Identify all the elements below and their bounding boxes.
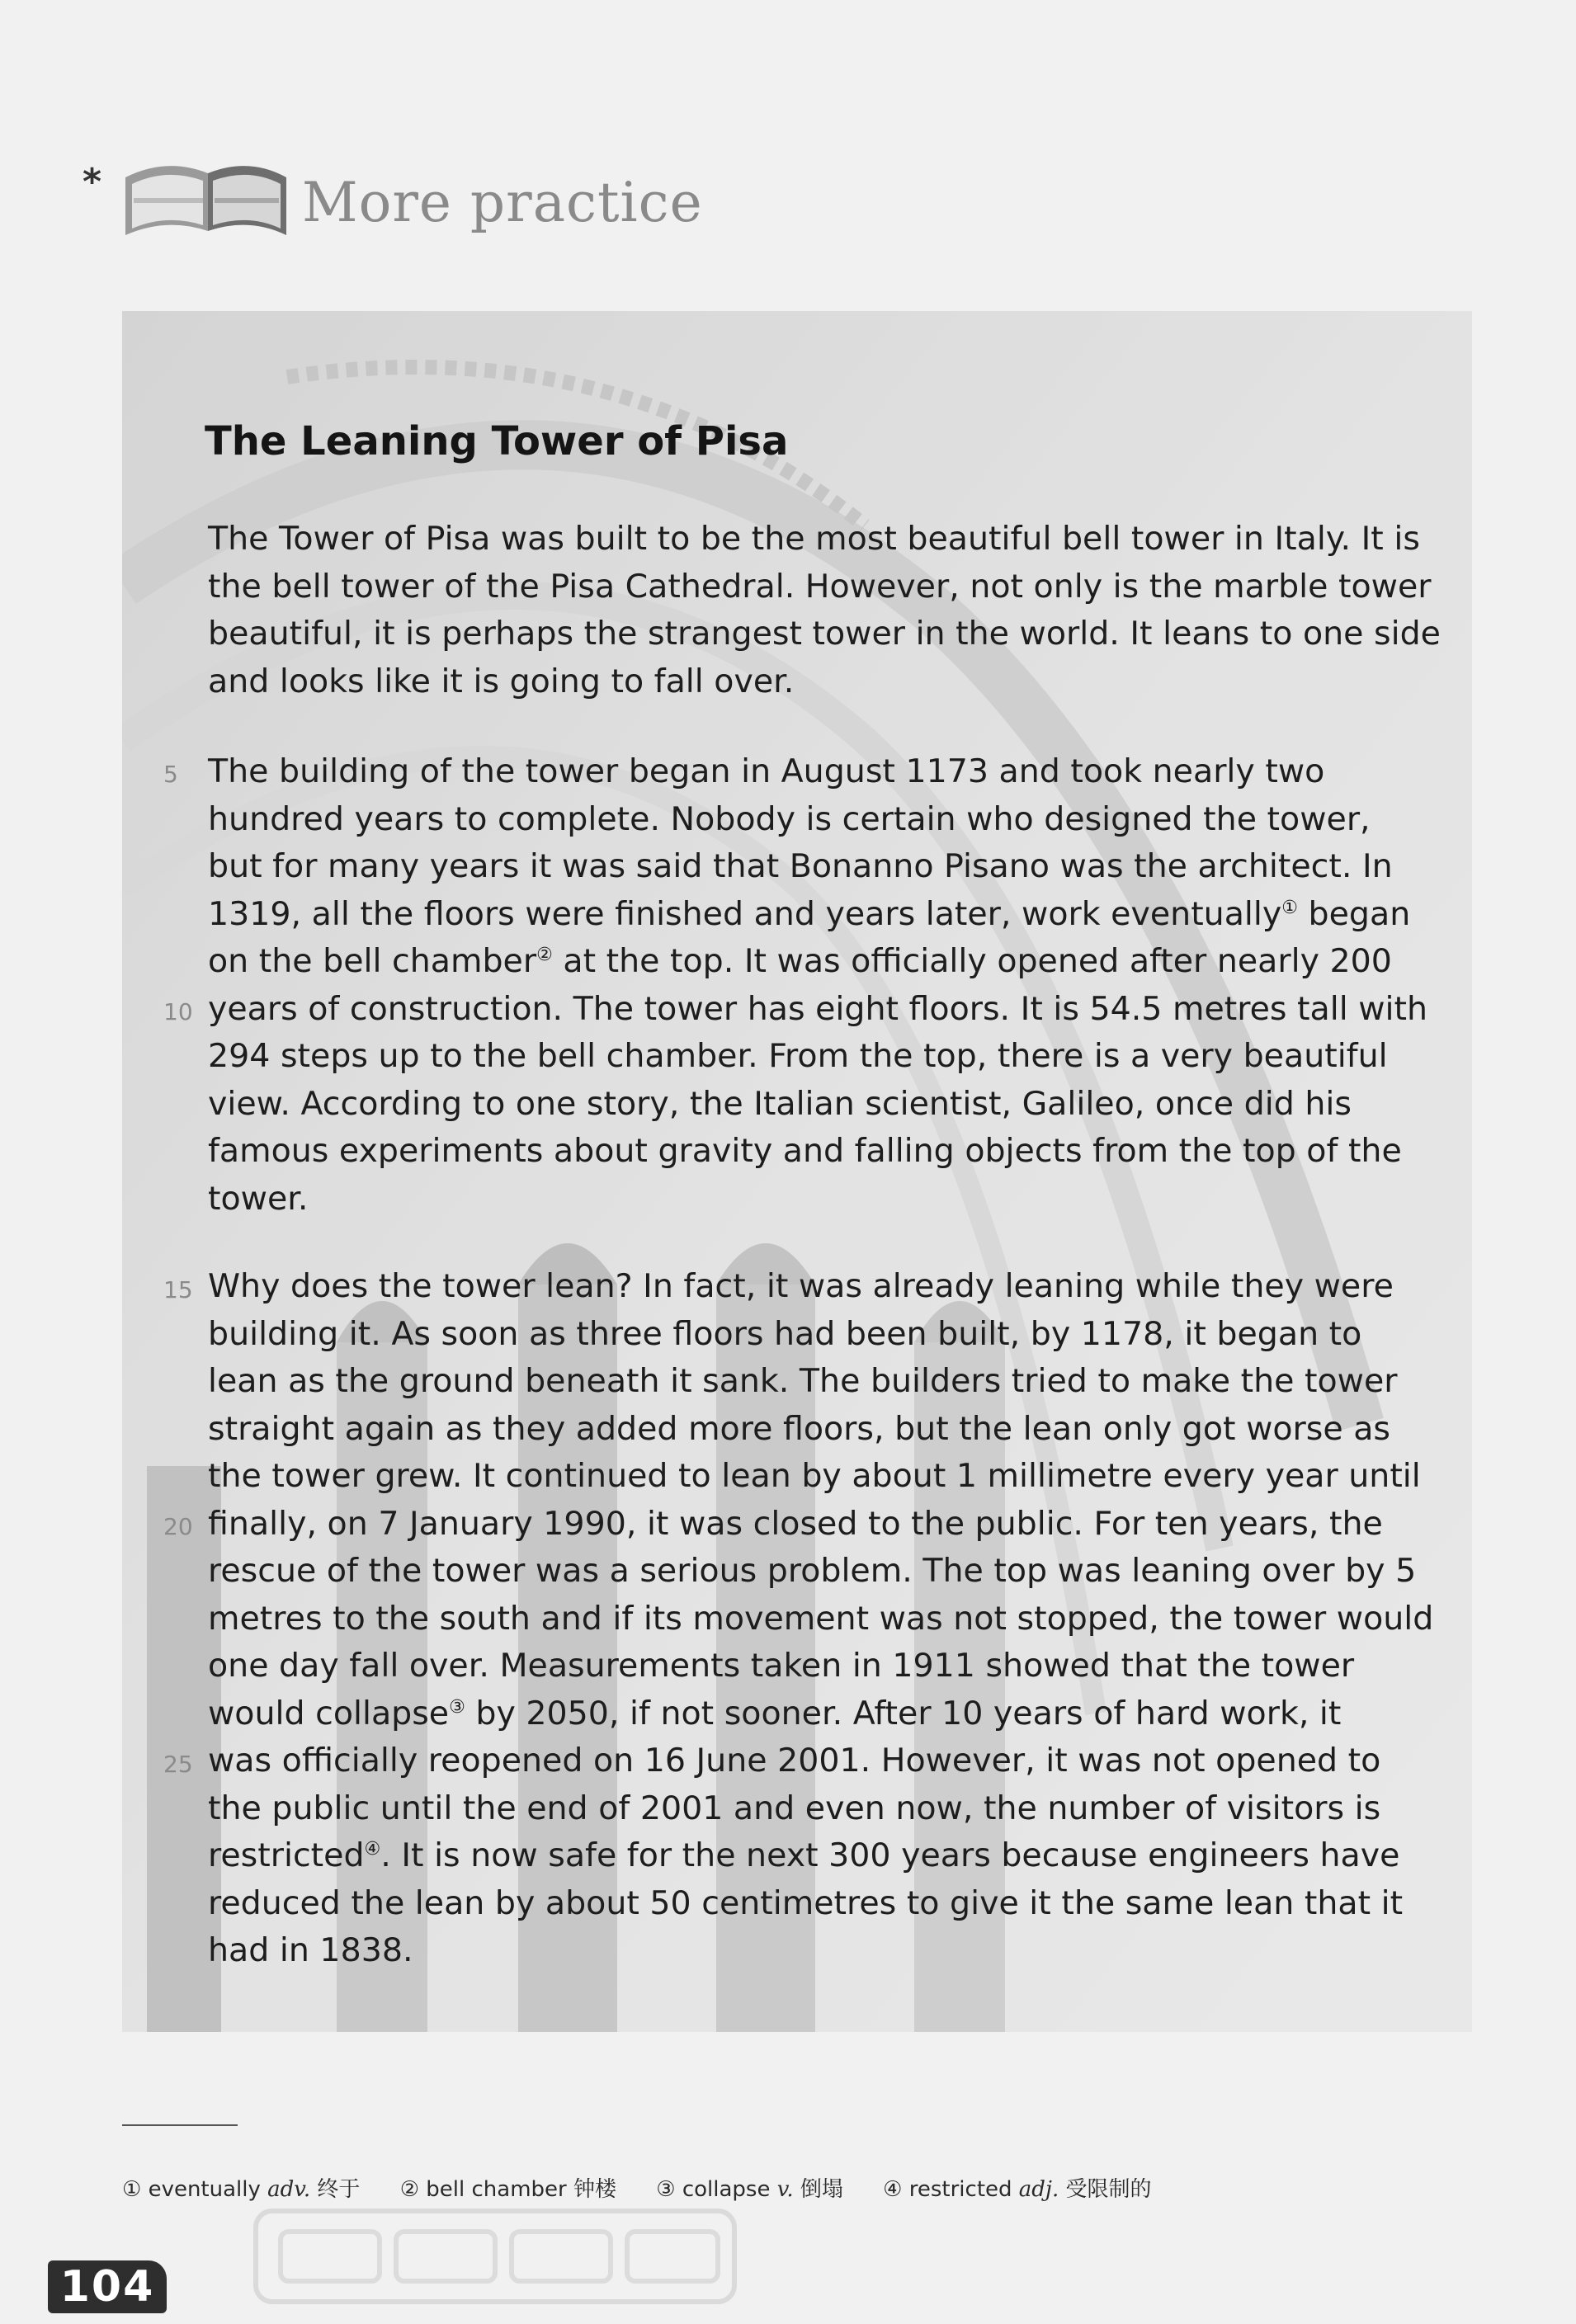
text-line: and looks like it is going to fall over. bbox=[208, 662, 795, 700]
footnote-pos: adj. bbox=[1018, 2177, 1059, 2202]
footnote-mark: ③ bbox=[449, 1696, 465, 1718]
page-number: 104 bbox=[48, 2260, 167, 2313]
text-line: had in 1838. bbox=[208, 1931, 413, 1969]
text-line: rescue of the tower was a serious problem. The top was leaning over by 5 bbox=[208, 1552, 1417, 1590]
text-line bbox=[208, 891, 1427, 939]
paragraph-3 bbox=[208, 1263, 1433, 1975]
text-fragment: would collapse bbox=[208, 1694, 450, 1732]
footnote-word: bell chamber bbox=[426, 2177, 567, 2202]
text-line: The building of the tower began in August 1173 and took nearly two bbox=[208, 752, 1325, 790]
text-line: beautiful, it is perhaps the strangest tower in the world. It leans to one side bbox=[208, 615, 1441, 653]
text-line: finally, on 7 January 1990, it was closed to the public. For ten years, the bbox=[208, 1504, 1383, 1543]
text-line bbox=[208, 1690, 1433, 1738]
footnote-meaning: 终于 bbox=[317, 2177, 361, 2202]
text-line: famous experiments about gravity and falling objects from the top of the bbox=[208, 1132, 1402, 1170]
text-line: years of construction. The tower has eight floors. It is 54.5 metres tall with bbox=[208, 989, 1428, 1028]
footnote-4 bbox=[883, 2177, 1151, 2202]
text-line: the bell tower of the Pisa Cathedral. However, not only is the marble tower bbox=[208, 567, 1432, 606]
reading-panel bbox=[122, 311, 1472, 2032]
text-line: building it. As soon as three floors had been built, by 1178, it began to bbox=[208, 1314, 1362, 1353]
text-line: tower. bbox=[208, 1179, 309, 1218]
footnote-mark: ② bbox=[536, 945, 553, 965]
text-line: metres to the south and if its movement was not stopped, the tower would bbox=[208, 1599, 1434, 1638]
text-fragment: 1319, all the floors were finished and years later, work eventually bbox=[208, 894, 1282, 933]
text-fragment: at the top. It was officially opened after nearly 200 bbox=[563, 942, 1392, 980]
text-line: view. According to one story, the Italian scientist, Galileo, once did his bbox=[208, 1084, 1352, 1123]
footnote-pos: v. bbox=[776, 2177, 794, 2202]
paragraph-1 bbox=[208, 516, 1441, 705]
section-header bbox=[83, 153, 703, 243]
footnote-mark: ③ bbox=[656, 2177, 676, 2202]
footnote-mark: ④ bbox=[883, 2177, 903, 2202]
footnote-divider bbox=[122, 2124, 238, 2126]
open-book-icon bbox=[117, 153, 290, 243]
text-line: the public until the end of 2001 and even now, the number of visitors is bbox=[208, 1789, 1381, 1827]
star-marker: * bbox=[83, 161, 102, 203]
text-line: Why does the tower lean? In fact, it was already leaning while they were bbox=[208, 1267, 1394, 1305]
footnote-mark: ④ bbox=[364, 1839, 381, 1860]
text-line: The Tower of Pisa was built to be the most beautiful bell tower in Italy. It is bbox=[208, 520, 1420, 558]
text-line: the tower grew. It continued to lean by about 1 millimetre every year until bbox=[208, 1457, 1421, 1495]
footnote-meaning: 受限制的 bbox=[1065, 2177, 1152, 2202]
text-fragment: restricted bbox=[208, 1836, 365, 1874]
text-fragment: by 2050, if not sooner. After 10 years of hard work, it bbox=[475, 1694, 1342, 1732]
line-number: 20 bbox=[163, 1513, 193, 1540]
footnote-word: restricted bbox=[908, 2177, 1012, 2202]
text-line: 294 steps up to the bell chamber. From the top, there is a very beautiful bbox=[208, 1037, 1388, 1075]
footnote-mark: ① bbox=[1281, 897, 1298, 918]
footnote-pos: adv. bbox=[267, 2177, 311, 2202]
footnote-mark: ② bbox=[399, 2177, 420, 2202]
line-number: 15 bbox=[163, 1276, 193, 1303]
text-line: but for many years it was said that Bonanno Pisano was the architect. In bbox=[208, 847, 1393, 885]
watermark-graphic bbox=[248, 2194, 743, 2318]
paragraph-2 bbox=[208, 748, 1427, 1223]
text-line bbox=[208, 938, 1427, 986]
footnote-mark: ① bbox=[122, 2177, 142, 2202]
section-title: More practice bbox=[302, 171, 703, 234]
line-number: 5 bbox=[163, 761, 178, 788]
text-line: hundred years to complete. Nobody is certain who designed the tower, bbox=[208, 799, 1371, 838]
text-line: one day fall over. Measurements taken in 1911 showed that the tower bbox=[208, 1647, 1355, 1685]
text-line: straight again as they added more floors, but the lean only got worse as bbox=[208, 1409, 1391, 1448]
text-line: was officially reopened on 16 June 2001. However, it was not opened to bbox=[208, 1742, 1381, 1780]
text-fragment: on the bell chamber bbox=[208, 942, 537, 980]
footnote-word: collapse bbox=[682, 2177, 771, 2202]
article-title: The Leaning Tower of Pisa bbox=[205, 418, 789, 464]
text-line: reduced the lean by about 50 centimetres to give it the same lean that it bbox=[208, 1883, 1404, 1922]
line-number: 25 bbox=[163, 1751, 193, 1778]
text-fragment: . It is now safe for the next 300 years because engineers have bbox=[380, 1836, 1400, 1874]
footnote-meaning: 倒塌 bbox=[800, 2177, 843, 2202]
footnote-meaning: 钟楼 bbox=[573, 2177, 616, 2202]
line-number: 10 bbox=[163, 998, 193, 1025]
text-fragment: began bbox=[1308, 894, 1411, 933]
text-line: lean as the ground beneath it sank. The builders tried to make the tower bbox=[208, 1362, 1398, 1400]
footnote-word: eventually bbox=[148, 2177, 261, 2202]
text-line bbox=[208, 1832, 1433, 1880]
